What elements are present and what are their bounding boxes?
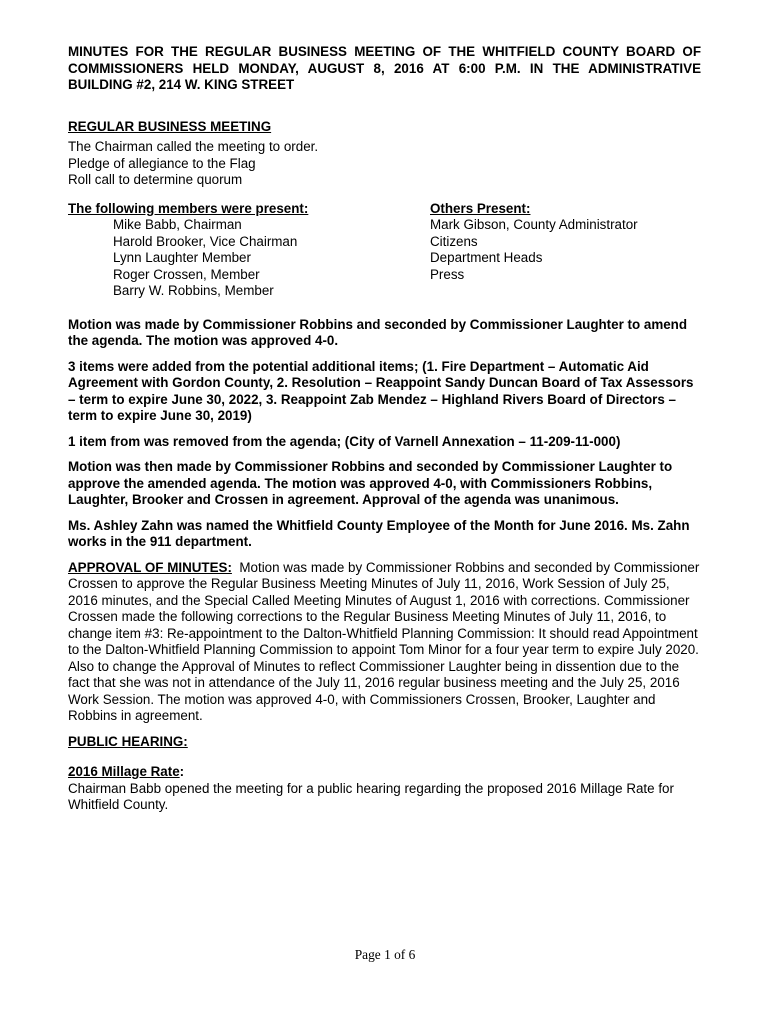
page-number: Page 1 of 6 bbox=[354, 947, 416, 962]
item-removed-paragraph: 1 item from was removed from the agenda; (City of Varnell Annexation – 11-209-11-000) bbox=[68, 433, 621, 449]
others-present-column bbox=[430, 201, 701, 300]
employee-of-month-paragraph: Ms. Ashley Zahn was named the Whitfield County Employee of the Month for June 2016. Ms. Zahn works in the 911 department. bbox=[68, 517, 690, 549]
millage-rate-colon: : bbox=[179, 764, 185, 779]
regular-business-heading: REGULAR BUSINESS MEETING bbox=[68, 118, 272, 134]
public-hearing-heading: PUBLIC HEARING: bbox=[68, 733, 188, 749]
document-title: MINUTES FOR THE REGULAR BUSINESS MEETING OF THE WHITFIELD COUNTY BOARD OF COMMISSIONERS HELD MONDAY, AUGUST 8, 2016 AT 6:00 P.M. IN THE ADMINISTRATIVE BUILDING #2, 214 W. KING STREET bbox=[68, 44, 701, 92]
others-present-heading: Others Present: bbox=[430, 200, 531, 216]
approval-of-minutes-label: APPROVAL OF MINUTES: bbox=[68, 559, 232, 575]
public-hearing-text: Chairman Babb opened the meeting for a public hearing regarding the proposed 2016 Millage Rate for Whitfield County. bbox=[68, 780, 674, 812]
document-body bbox=[68, 44, 701, 814]
millage-rate-heading: 2016 Millage Rate bbox=[68, 764, 180, 779]
member-name: Barry W. Robbins, Member bbox=[113, 283, 274, 298]
opening-line: Pledge of allegiance to the Flag bbox=[68, 155, 256, 171]
members-present-column bbox=[68, 201, 430, 300]
opening-line: Roll call to determine quorum bbox=[68, 172, 243, 187]
opening-procedures bbox=[68, 139, 701, 189]
other-attendee: Department Heads bbox=[430, 250, 543, 265]
items-added-paragraph: 3 items were added from the potential additional items; (1. Fire Department – Automatic Aid Agreement with Gordon County, 2. Resolution – Reappoint Sandy Duncan Board of Tax Assessors – term to expire June 30, 2022, 3. Reappoint Zab Mendez – Highland Rivers Board of Directors – term to expire June 30, 2019) bbox=[68, 358, 694, 423]
other-attendee: Press bbox=[430, 266, 465, 282]
member-name: Lynn Laughter Member bbox=[113, 250, 251, 265]
motion-amend-agenda: Motion was made by Commissioner Robbins and seconded by Commissioner Laughter to amend the agenda. The motion was approved 4-0. bbox=[68, 316, 688, 348]
attendance-section bbox=[68, 201, 701, 300]
member-name: Roger Crossen, Member bbox=[113, 266, 260, 282]
opening-line: The Chairman called the meeting to order. bbox=[68, 139, 319, 154]
member-name: Mike Babb, Chairman bbox=[113, 217, 242, 232]
approval-of-minutes-paragraph bbox=[68, 560, 701, 725]
motion-approve-agenda: Motion was then made by Commissioner Robbins and seconded by Commissioner Laughter to approve the amended agenda. The motion was approved 4-0, with Commissioners Robbins, Laughter, Brooker and Crossen in agreement. Approval of the agenda was unanimous. bbox=[68, 459, 673, 507]
approval-of-minutes-text: Motion was made by Commissioner Robbins and seconded by Commissioner Crossen to approve the Regular Business Meeting Minutes of July 11, 2016, Work Session of July 25, 2016 minutes, and the Special Called Meeting Minutes of August 1, 2016 with corrections. Commissioner Crossen made the following corrections to the Regular Business Meeting Minutes of July 11, 2016, to change item #3: Re-appointment to the Dalton-Whitfield Planning Commission: It should read Appointment to the Dalton-Whitfield Planning Commission to appoint Tom Minor for a four year term to expire July 2020. Also to change the Approval of Minutes to reflect Commissioner Laughter being in dissention due to the fact that she was not in attendance of the July 11, 2016 regular business meeting and the July 25, 2016 Work Session. The motion was approved 4-0, with Commissioners Crossen, Brooker, Laughter and Robbins in agreement. bbox=[68, 559, 700, 723]
members-present-heading: The following members were present: bbox=[68, 200, 309, 216]
other-attendee: Citizens bbox=[430, 233, 478, 249]
millage-rate-heading-line bbox=[68, 764, 701, 781]
other-attendee: Mark Gibson, County Administrator bbox=[430, 217, 638, 232]
member-name: Harold Brooker, Vice Chairman bbox=[113, 233, 298, 249]
